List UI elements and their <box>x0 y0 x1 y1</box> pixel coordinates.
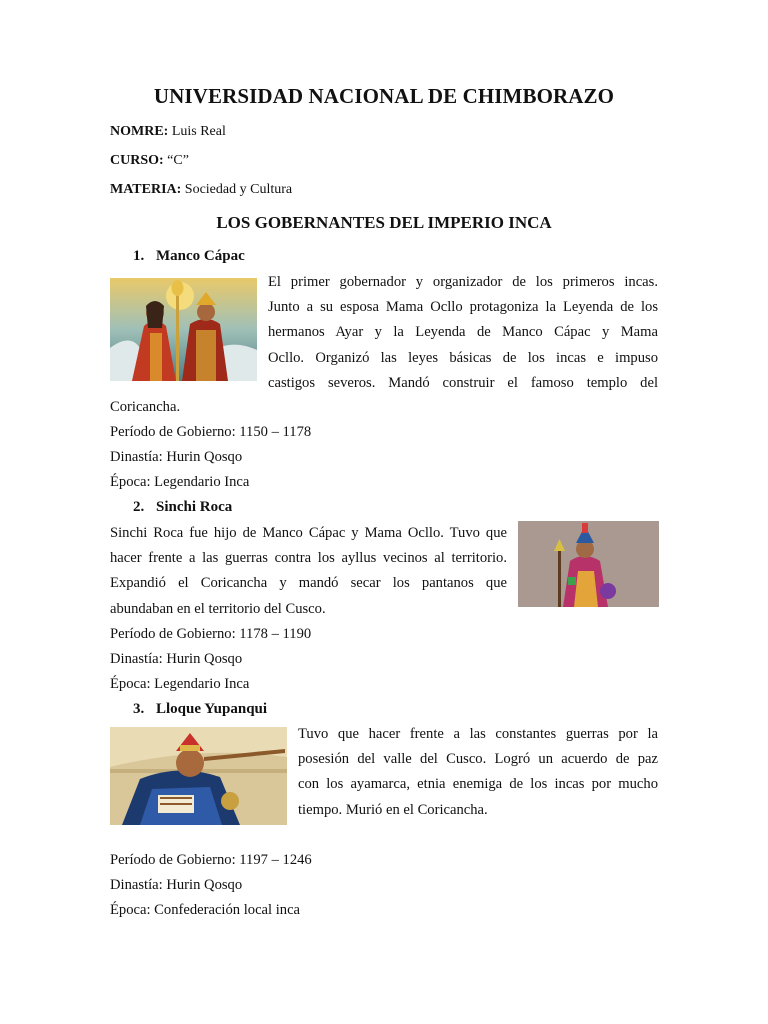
ruler-2-line: abundaban en el territorio del Cusco. <box>110 600 326 617</box>
ruler-2-line: Expandió el Coricancha y mandó secar los pantanos que <box>110 575 507 592</box>
ruler-1-name: Manco Cápac <box>156 248 245 264</box>
course <box>110 153 189 169</box>
ruler-3-line: Tuvo que hacer frente a las constantes guerras por la <box>298 726 658 742</box>
student-name <box>110 124 226 140</box>
ruler-2-line: Sinchi Roca fue hijo de Manco Cápac y Mama Ocllo. Tuvo que <box>110 525 507 541</box>
subject-label: MATERIA: <box>110 182 182 197</box>
ruler-1-number: 1. <box>133 248 145 264</box>
ruler-1-line: Ocllo. Organizó las leyes básicas de los incas e impuso <box>268 349 658 366</box>
ruler-3-line: posesión del valle del Cusco. Logró un acuerdo de paz <box>298 751 658 768</box>
ruler-1-line: castigos severos. Mandó construir el famoso templo del <box>268 374 658 391</box>
ruler-1-line: El primer gobernador y organizador de los primeros incas. <box>268 274 658 290</box>
manco-capac-image <box>110 278 257 381</box>
ruler-1-period: Período de Gobierno: 1150 – 1178 <box>110 424 312 440</box>
ruler-2-period: Período de Gobierno: 1178 – 1190 <box>110 626 312 642</box>
ruler-3-era: Época: Confederación local inca <box>110 902 301 918</box>
ruler-3-dynasty: Dinastía: Hurin Qosqo <box>110 877 243 893</box>
course-value: “C” <box>167 153 189 168</box>
ruler-1-dynasty: Dinastía: Hurin Qosqo <box>110 449 243 465</box>
sinchi-roca-image <box>518 521 659 607</box>
ruler-3-number: 3. <box>133 701 145 717</box>
ruler-2-number: 2. <box>133 499 145 515</box>
ruler-3-period: Período de Gobierno: 1197 – 1246 <box>110 852 312 868</box>
ruler-2-name: Sinchi Roca <box>156 499 233 515</box>
ruler-2-heading <box>133 499 232 516</box>
ruler-3-description <box>298 722 658 823</box>
section-title: LOS GOBERNANTES DEL IMPERIO INCA <box>216 213 552 232</box>
ruler-3-name: Lloque Yupanqui <box>156 701 268 717</box>
ruler-1-line-last: Coricancha. <box>110 399 181 415</box>
ruler-3-line: tiempo. Murió en el Coricancha. <box>298 801 488 818</box>
ruler-3-heading <box>133 701 267 718</box>
ruler-1-era: Época: Legendario Inca <box>110 474 250 490</box>
ruler-3-line: con los ayamarca, etnia enemiga de los incas por mucho <box>298 776 658 793</box>
page-title: UNIVERSIDAD NACIONAL DE CHIMBORAZO <box>153 84 615 108</box>
ruler-2-dynasty: Dinastía: Hurin Qosqo <box>110 651 243 667</box>
subject-value: Sociedad y Cultura <box>184 182 293 197</box>
name-label: NOMRE: <box>110 124 169 139</box>
name-value: Luis Real <box>171 124 226 139</box>
ruler-1-description <box>268 270 658 396</box>
ruler-1-line: Junto a su esposa Mama Ocllo protagoniza la Leyenda de los <box>268 299 658 316</box>
subject <box>110 182 292 198</box>
ruler-2-line: hacer frente a las guerras contra los ayllus vecinos al territorio. <box>110 550 507 567</box>
ruler-2-era: Época: Legendario Inca <box>110 676 250 692</box>
lloque-yupanqui-image <box>110 727 287 825</box>
ruler-1-line: hermanos Ayar y la Leyenda de Manco Cápac y Mama <box>268 324 658 341</box>
ruler-2-description <box>110 521 507 622</box>
course-label: CURSO: <box>110 153 164 168</box>
ruler-1-heading <box>133 248 245 265</box>
